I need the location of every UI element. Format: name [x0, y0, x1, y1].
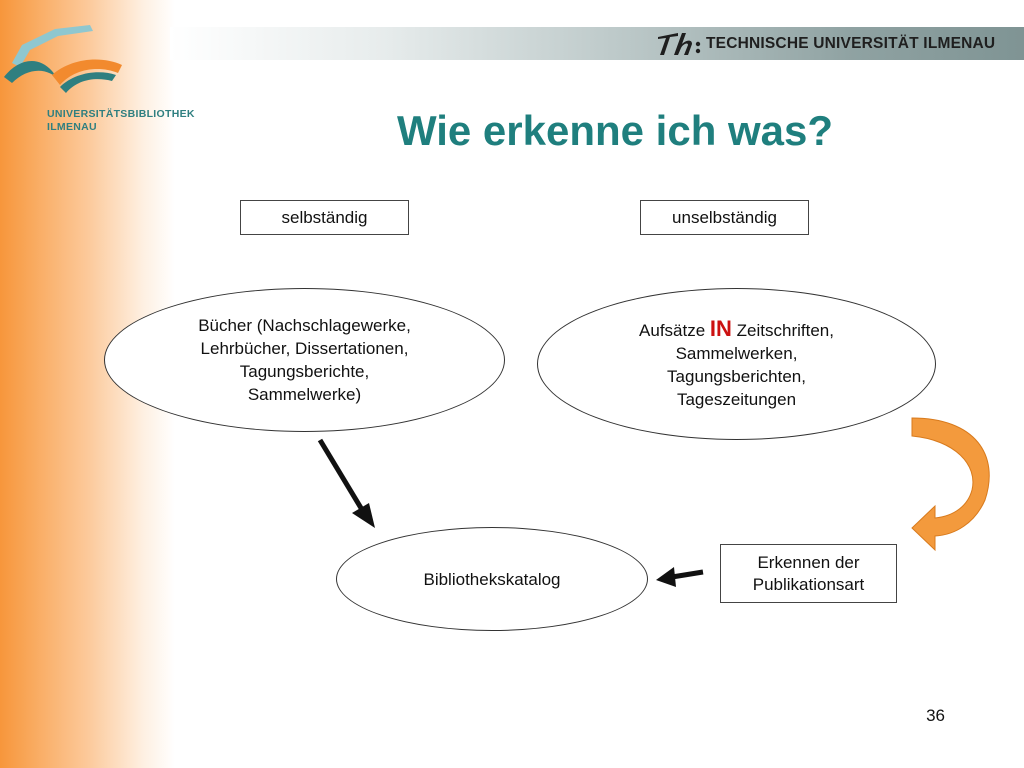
books-ellipse-text	[198, 314, 411, 406]
library-name-line2: ILMENAU	[47, 121, 97, 133]
catalog-ellipse	[336, 527, 648, 631]
articles-line2: Sammelwerken,	[675, 344, 798, 363]
articles-line3: Tagungsberichten,	[667, 367, 806, 386]
university-name: TECHNISCHE UNIVERSITÄT ILMENAU	[706, 34, 996, 52]
recognize-box-text	[753, 552, 865, 596]
books-ellipse	[104, 288, 505, 432]
articles-line1-suffix: Zeitschriften,	[736, 321, 834, 340]
independent-label: selbständig	[281, 207, 368, 227]
curved-orange-arrow-icon	[912, 418, 989, 550]
recognize-line1: Erkennen der	[757, 552, 860, 572]
library-name-line1: UNIVERSITÄTSBIBLIOTHEK	[47, 108, 195, 120]
books-line4: Sammelwerke)	[247, 385, 362, 404]
articles-line1	[639, 317, 834, 342]
articles-ellipse-text	[639, 317, 834, 411]
university-logo	[652, 27, 995, 60]
articles-line4: Tageszeitungen	[676, 390, 797, 409]
university-library-logo	[0, 15, 195, 145]
books-line2: Lehrbücher, Dissertationen,	[200, 339, 409, 358]
books-line1: Bücher (Nachschlagewerke,	[198, 316, 411, 335]
recognize-to-catalog-arrow-icon	[656, 567, 703, 587]
dependent-label-box	[640, 200, 809, 235]
slide-title: Wie erkenne ich was?	[396, 107, 834, 154]
books-to-catalog-arrow-icon	[320, 440, 375, 528]
catalog-label: Bibliothekskatalog	[423, 569, 561, 589]
articles-ellipse	[537, 288, 936, 440]
tu-monogram-icon	[652, 27, 704, 60]
library-logo-mark-icon	[0, 15, 195, 110]
independent-label-box	[240, 200, 409, 235]
dependent-label: unselbständig	[672, 207, 777, 227]
articles-in-highlight: IN	[709, 316, 732, 341]
books-line3: Tagungsberichte,	[239, 362, 370, 381]
recognize-line2: Publikationsart	[752, 574, 865, 594]
articles-line1-prefix: Aufsätze	[639, 321, 706, 340]
recognize-publication-type-box	[720, 544, 897, 603]
page-number: 36	[926, 706, 945, 725]
